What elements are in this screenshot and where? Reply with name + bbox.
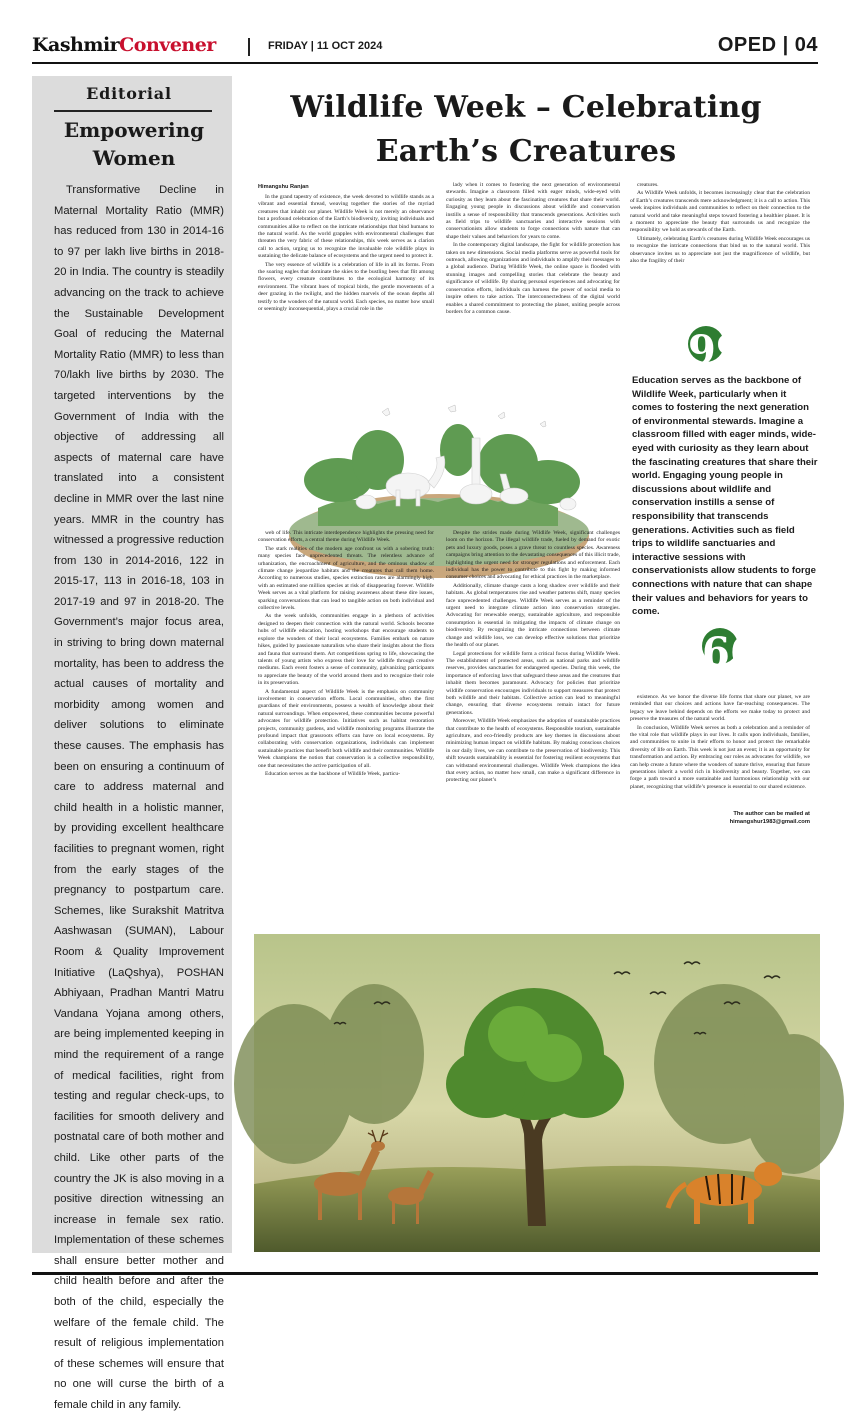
article-paragraph: As the week unfolds, communities engage in a plethora of activities designed to deepen their connection with the natural world. Schools become hubs of wildlife education, hosting workshops that encourage students to explore the wonders of their local ecosystems. Families embark on nature hikes, guided by passionate naturalists who share their insights about the flora and fauna that surround them. Art competitions spring to life, showcasing the talents of young artists who express their love for wildlife through creative mediums. Each event fosters a sense of community, galvanizing participants to appreciate the beauty of the world around them and to recognize their role in its preservation.	[258, 613, 434, 687]
signoff-line: The author can be mailed at	[733, 811, 810, 817]
logo-kashmir: Kashmir	[32, 34, 120, 56]
article-column-2-bottom	[446, 530, 620, 930]
article-paragraph: existence. As we honor the diverse life forms that share our planet, we are reminded that our choices and actions have far-reaching consequences. The legacy we leave behind depends on the efforts we make today to protect and preserve the treasures of the natural world.	[630, 694, 810, 723]
article-column-1-top	[258, 194, 434, 390]
wildlife-globe-illustration	[258, 398, 620, 526]
masthead-divider	[248, 38, 250, 56]
article-column-2-top	[446, 182, 620, 390]
pull-quote	[632, 322, 818, 686]
article-paragraph: The very essence of wildlife is a celebration of life in all its forms. From the soaring eagles that dominate the skies to the bustling bees that flit among flowers, every creature contributes to the ecological harmony of its environment. The vibrant hues of tropical birds, the gentle movements of a deer grazing in the twilight, and the hidden marvels of the ocean depths all testify to the wonders of the natural world. Each species, no matter how small or seemingly inconsequential, plays a crucial role in the	[258, 261, 434, 313]
close-quote-icon: 66	[702, 629, 758, 676]
open-quote-icon: 99	[688, 327, 744, 374]
page-bottom-rule	[32, 1272, 818, 1275]
editorial-title: Empowering Women	[63, 118, 205, 170]
article-paragraph: Additionally, climate change casts a long shadow over wildlife and their habitats. As global temperatures rise and weather patterns shift, many species face unprecedented challenges. Wildlife Week serves as a reminder of the urgent need to integrate climate action into conservation strategies. Advocating for renewable energy, sustainable agriculture, and responsible consumption is essential in mitigating the impacts of climate change on biodiversity. By recognizing the intricate connections between climate change and wildlife loss, we can develop effective solutions that prioritize the health of our planet.	[446, 582, 620, 649]
author-email[interactable]: himangshur1983@gmail.com	[729, 819, 810, 825]
forest-wildlife-illustration	[254, 934, 820, 1252]
article-paragraph: In the contemporary digital landscape, the fight for wildlife protection has taken on new dimensions. Social media platforms serve as powerful tools for outreach, allowing organizations and individuals to amplify their messages to a global audience. During Wildlife Week, the online space is flooded with stunning images and compelling stories that celebrate the beauty and significance of wildlife. By sharing personal experiences and advocating for conservation efforts, individuals can harness the power of social media to inspire others to take action. The interconnectedness of the digital world enables a shared commitment to protecting the planet, uniting people across borders for a common cause.	[446, 242, 620, 315]
article-paragraph: web of life. This intricate interdependence highlights the pressing need for conservation efforts, a central theme during Wildlife Week.	[258, 530, 434, 544]
newspaper-logo[interactable]	[32, 34, 216, 56]
article-paragraph: Legal protections for wildlife form a critical focus during Wildlife Week. The establishment of protected areas, such as national parks and wildlife reserves, provides sanctuaries for endangered species. During this week, the importance of enforcing laws that safeguard these areas and the creatures that inhabit them becomes paramount. Advocacy for policies that prioritize wildlife conservation encourages individuals to support measures that protect both wildlife and their habitats. Collective action can lead to meaningful change, ensuring that diverse ecosystems remain intact for future generations.	[446, 650, 620, 716]
article-paragraph: The stark realities of the modern age confront us with a sobering truth: many species face unprecedented threats. The relentless advance of urbanization, the encroachment of agriculture, and the ominous shadow of climate change jeopardize habitats and the creatures that call them home. According to numerous studies, species extinction rates are alarmingly high, with an estimated one million species at risk of disappearing forever. Wildlife Week serves as a vital platform for raising awareness about these dire issues, sparking conversations that can lead to tangible action on both individual and collective levels.	[258, 545, 434, 612]
article-paragraph: In conclusion, Wildlife Week serves as both a celebration and a reminder of the vital role that wildlife plays in our lives. It calls upon individuals, families, and communities to unite in their efforts to honor and protect the remarkable diversity of life on Earth. This week is not just an event; it is an opportunity for transformation and action. By embracing our roles as advocates for wildlife, we can help create a future where the wonders of nature thrive, ensuring that future generations inherit a world rich in biodiversity and beauty. Together, we can forge a path toward a more sustainable and harmonious relationship with our planet, recognizing that wildlife’s presence is essential to our shared existence.	[630, 724, 810, 790]
article-column-3-bottom	[630, 694, 810, 808]
pull-quote-text: Education serves as the backbone of Wildlife Week, particularly when it comes to fostering the next generation of environmental stewards. Imagine a classroom filled with eager minds, wide-eyed with curiosity as they learn about the fascinating creatures that share their world. Engaging young people in discussions about wildlife and conservation instills a sense of responsibility that transcends generations. Activities such as field trips to wildlife sanctuaries and interactive sessions with conservationists allow students to forge connections with nature that can shape their values and behaviors for years to come.	[632, 375, 818, 618]
article-column-3-top	[630, 182, 810, 300]
article-byline: Himangshu Ranjan	[258, 184, 309, 190]
article-column-1-bottom	[258, 530, 434, 930]
article-headline: Wildlife Week – Celebrating Earth’s Creatures	[290, 90, 762, 169]
article-paragraph: Education serves as the backbone of Wildlife Week, particu-	[265, 771, 401, 777]
author-signoff	[630, 810, 810, 826]
editorial-label: Editorial	[86, 84, 172, 103]
masthead	[32, 34, 818, 64]
editorial-rule	[54, 110, 212, 112]
editorial-body: Transformative Decline in Maternal Mortality Ratio (MMR) has reduced from 130 in 2014-16 to 97 per lakh live births in 2018-20 in India. The country is steadily advancing on the track to achieve the Sustainable Development Goal of reducing the Maternal Mortality Ratio (MMR) to less than 70/lakh live births by 2030. The targeted interventions by the Government of India with the objective of addressing all aspects of maternal care have translated into a consistent decline in MMR over the last nine years. MMR in the country has witnessed a progressive reduction from 130 in 2014-2016, 122 in 2015-17, 113 in 2016-18, 103 in 2017-19 and 97 in 2018-20. The Government’s major focus area, in striving to bring down maternal mortality, has been to address the actual causes of mortality and morbidity among women and deliver solutions to eliminate these causes. The emphasis has been on ensuring a continuum of care to address maternal and child health in a holistic manner, by providing excellent healthcare facilities to pregnant women, right from the early stages of the pregnancy to postpartum care. Schemes, like Surakshit Matritva Aashwasan (SUMAN), Labour Room & Quality Improvement Initiative (LaQshya), POSHAN Abhiyaan, Pradhan Mantri Matru Vandana Yojana among others, are being implemented keeping in mind the requirement of a range of medical facilities, right from testing and regular check-ups, to facilities for smooth delivery and postnatal care of both mother and child. Like other parts of the country the JK is also moving in a positive direction witnessing an increase in female sex ratio. Implementation of these schemes shall ensure better mother and child health before and after the both of the child, especially the welfare of the female child. The result of religious implementation of these schemes will ensure that no one will curse the birth of a female child in any family.	[54, 184, 224, 1412]
issue-date: FRIDAY | 11 OCT 2024	[268, 40, 383, 52]
section-label: OPED | 04	[717, 34, 818, 56]
article-paragraph: A fundamental aspect of Wildlife Week is the emphasis on community involvement in conservation efforts. Local communities, often the first guardians of their environments, possess a wealth of knowledge about their natural surroundings. When empowered, these communities become powerful advocates for wildlife protection. Initiatives such as habitat restoration projects, community gardens, and wildlife monitoring programs illustrate the profound impact that grassroots efforts can have on local ecosystems. By collaborating with conservation organizations, individuals can implement sustainable practices that benefit both wildlife and their communities. Wildlife Week champions the notion that conservation is a collective responsibility, one that necessitates the active participation of all.	[258, 688, 434, 769]
article-paragraph: creatures.	[637, 182, 659, 188]
article-paragraph: Ultimately, celebrating Earth’s creatures during Wildlife Week encourages us to recognize the intricate connections that bind us to the natural world. This observance invites us to appreciate not just the magnificence of wildlife, but also the fragility of their	[630, 235, 810, 265]
article-paragraph: Despite the strides made during Wildlife Week, significant challenges loom on the horizon. The illegal wildlife trade, fueled by demand for exotic pets and luxury goods, poses a grave threat to countless species. Awareness campaigns bring attention to the devastating consequences of this illicit trade, highlighting the urgent need for stronger regulations and enforcement. Each individual has the power to contribute to this fight by making informed consumer choices and advocating for ethical practices in the marketplace.	[446, 530, 620, 581]
logo-convener: Convener	[119, 34, 216, 56]
article-paragraph: lady when it comes to fostering the next generation of environmental stewards. Imagine a classroom filled with eager minds, wide-eyed with curiosity as they learn about the fascinating creatures that share their world. Engaging young people in discussions about wildlife and conservation instills a sense of responsibility that transcends generations. Activities such as field trips to wildlife sanctuaries and interactive sessions with conservationists allow students to forge connections with nature that can shape their values and behaviors for years to come.	[446, 182, 620, 240]
editorial-sidebar	[32, 76, 232, 1412]
article-paragraph: In the grand tapestry of existence, the week devoted to wildlife stands as a vibrant and essential thread, weaving together the stories of the myriad creatures that inhabit our planet. Wildlife Week is not merely an observance but a profound celebration of the Earth’s biodiversity, inviting individuals and communities alike to reflect on the intricate relationships that bind humans to the natural world. As the world grapples with environmental challenges that threaten the very fabric of these relationships, this week serves as a clarion call to action, urging us to recognize the invaluable role wildlife plays in sustaining the delicate balance of ecosystems and the urgent need to protect it.	[258, 194, 434, 260]
article-paragraph: As Wildlife Week unfolds, it becomes increasingly clear that the celebration of Earth’s creatures transcends mere acknowledgment; it is a call to action. This week inspires individuals and communities to reflect on their connection to the natural world and take meaningful steps toward fostering a healthier planet. It is a moment to appreciate the beauty that surrounds us and recognize the responsibility we hold as stewards of the Earth.	[630, 190, 810, 234]
article-paragraph: Moreover, Wildlife Week emphasizes the adoption of sustainable practices that contribute to the health of ecosystems. Responsible tourism, sustainable agriculture, and eco-friendly products are key themes in discussions about minimizing human impact on wildlife habitats. By making conscious choices in our daily lives, we can contribute to the preservation of biodiversity. This shift towards sustainability is essential for fostering resilient ecosystems that can withstand environmental challenges. Wildlife Week champions the idea that every action, no matter how small, can make a significant difference in protecting our planet’s	[446, 718, 620, 784]
